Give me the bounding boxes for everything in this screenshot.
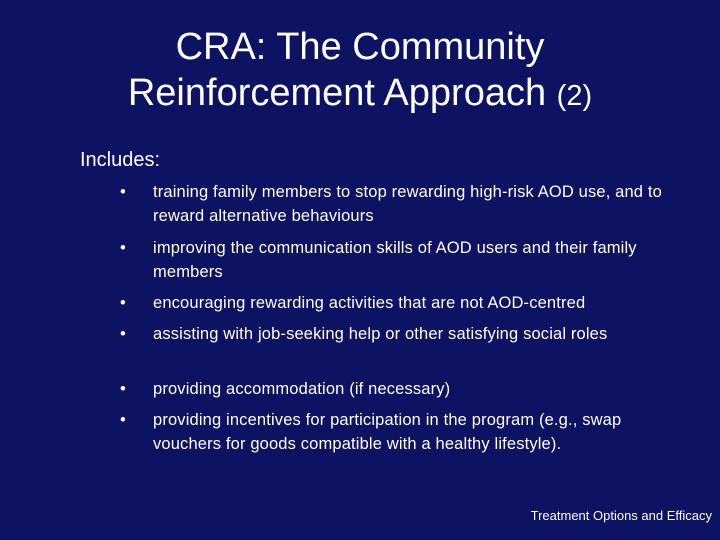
bullet-item	[120, 408, 690, 456]
bullet-text: providing incentives for participation in the program (e.g., swap vouchers for goods compatible with a healthy lifestyle).	[153, 411, 622, 453]
bullet-item	[120, 236, 690, 284]
title-suffix: (2)	[556, 80, 593, 112]
title-line-1: CRA: The Community	[175, 26, 545, 68]
bullet-marker: •	[120, 183, 126, 201]
bullet-item	[120, 322, 690, 346]
bullet-text: improving the communication skills of AOD users and their family members	[153, 239, 637, 281]
bullet-item	[120, 180, 690, 228]
bullet-text: encouraging rewarding activities that are not AOD-centred	[153, 294, 586, 312]
bullet-item	[120, 377, 690, 401]
bullet-text: assisting with job-seeking help or other satisfying social roles	[153, 325, 608, 343]
bullet-text: providing accommodation (if necessary)	[153, 380, 451, 398]
bullet-marker: •	[120, 294, 126, 312]
bullet-text: training family members to stop rewarding high-risk AOD use, and to reward alternative behaviours	[153, 183, 662, 225]
bullet-marker: •	[120, 411, 126, 429]
bullet-marker: •	[120, 325, 126, 343]
bullet-marker: •	[120, 239, 126, 257]
intro-text: Includes:	[80, 149, 161, 171]
title-line-2: Reinforcement Approach	[127, 72, 547, 114]
slide-title	[0, 24, 720, 119]
footer-text: Treatment Options and Efficacy	[530, 508, 712, 523]
bullet-marker: •	[120, 380, 126, 398]
bullet-item	[120, 291, 690, 315]
